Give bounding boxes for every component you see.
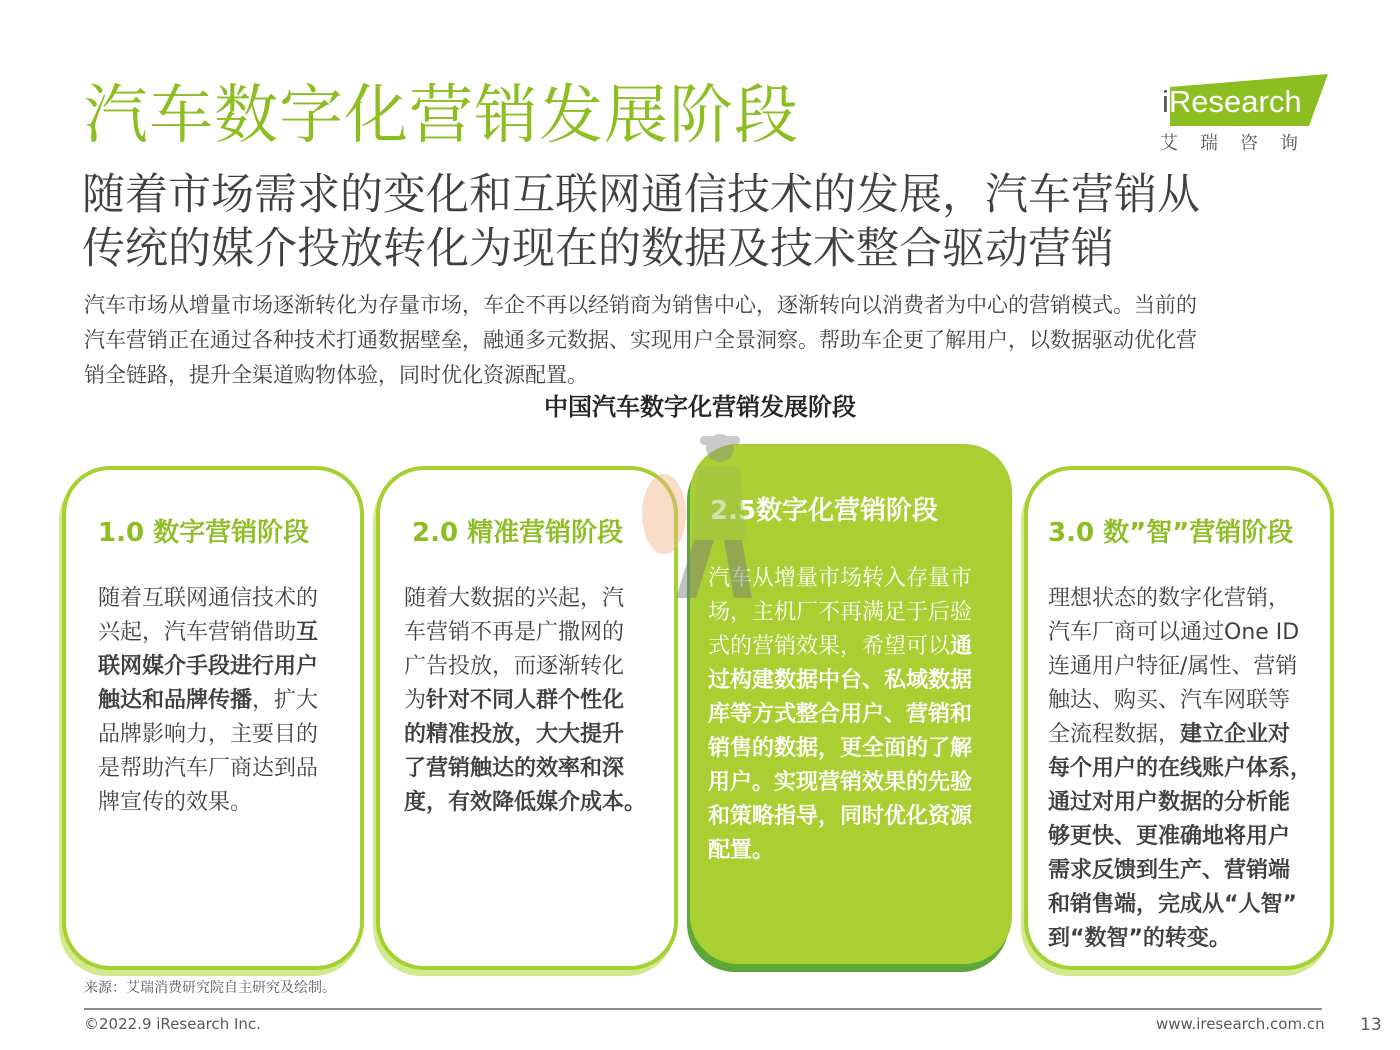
emphasis-text: 互 bbox=[296, 620, 319, 645]
body-text: 连通用户特征/属性、营销 bbox=[1048, 654, 1298, 679]
website-link[interactable]: www.iresearch.com.cn bbox=[1156, 1015, 1325, 1033]
figure-hat bbox=[700, 436, 740, 445]
emphasis-text: 度，有效降低媒介成本。 bbox=[404, 790, 647, 815]
stage-card-line bbox=[708, 630, 972, 664]
intro-line: 汽车市场从增量市场逐渐转化为存量市场，车企不再以经销商为销售中心，逐渐转向以消费者为中心的营销模式。当前的 bbox=[84, 293, 1197, 317]
emphasis-text: 的精准投放，大大提升 bbox=[404, 722, 625, 747]
stage-card-line bbox=[1048, 582, 1312, 616]
emphasis-text: 和销售端，完成从“人智” bbox=[1048, 892, 1297, 917]
page-subtitle bbox=[82, 168, 1322, 276]
body-text: 场，主机厂不再满足于后验 bbox=[708, 600, 973, 625]
stage-card-3 bbox=[1024, 466, 1334, 970]
emphasis-text: 用户。实现营销效果的先验 bbox=[708, 770, 973, 795]
stage-card-line bbox=[98, 582, 318, 616]
stage-card-line bbox=[98, 616, 318, 650]
footer-divider bbox=[84, 1008, 1322, 1010]
stage-card-line bbox=[404, 616, 646, 650]
stage-card-line bbox=[1048, 922, 1312, 956]
emphasis-text: 通过对用户数据的分析能 bbox=[1048, 790, 1291, 815]
stage-card-line bbox=[404, 718, 646, 752]
stage-card-line bbox=[98, 786, 318, 820]
stage-card-line bbox=[708, 800, 972, 834]
body-text: 广告投放，而逐渐转化 bbox=[404, 654, 625, 679]
emphasis-text: 配置。 bbox=[708, 838, 775, 863]
emphasis-text: 够更快、更准确地将用户 bbox=[1048, 824, 1291, 849]
stage-card-line bbox=[404, 786, 646, 820]
stage-card-line bbox=[404, 684, 646, 718]
emphasis-text: 触达和品牌传播 bbox=[98, 688, 253, 713]
body-text: 随着互联网通信技术的 bbox=[98, 586, 319, 611]
body-text: 式的营销效果，希望可以 bbox=[708, 634, 951, 659]
stage-card-line bbox=[1048, 820, 1312, 854]
iresearch-logo bbox=[1158, 74, 1330, 160]
section-title: 中国汽车数字化营销发展阶段 bbox=[544, 393, 856, 421]
logo-subtitle: 艾瑞咨询 bbox=[1160, 133, 1320, 154]
stage-card-line bbox=[1048, 888, 1312, 922]
body-text: 全流程数据， bbox=[1048, 722, 1181, 747]
emphasis-text: 需求反馈到生产、营销端 bbox=[1048, 858, 1291, 883]
emphasis-text: 过构建数据中台、私域数据 bbox=[708, 668, 973, 693]
stage-card-title: 1.0 数字营销阶段 bbox=[98, 518, 310, 548]
stage-card-line bbox=[98, 718, 318, 752]
stage-card-line bbox=[404, 582, 646, 616]
stage-card-line bbox=[404, 752, 646, 786]
figure-body bbox=[692, 466, 746, 540]
figure-leg bbox=[676, 540, 714, 598]
emphasis-text: 销售的数据，更全面的了解 bbox=[708, 736, 973, 761]
stage-card-line bbox=[98, 752, 318, 786]
stage-card-line bbox=[98, 650, 318, 684]
stage-card-line bbox=[1048, 752, 1312, 786]
stage-card-line bbox=[1048, 718, 1312, 752]
stage-card-1 bbox=[62, 466, 364, 970]
emphasis-text: 针对不同人群个性化 bbox=[426, 688, 625, 713]
stage-card-body bbox=[404, 582, 646, 820]
stage-card-line bbox=[404, 650, 646, 684]
body-text: 牌宣传的效果。 bbox=[98, 790, 253, 815]
subtitle-line: 传统的媒介投放转化为现在的数据及技术整合驱动营销 bbox=[82, 224, 1114, 274]
body-text: 为 bbox=[404, 688, 427, 713]
body-text: 触达、购买、汽车网联等 bbox=[1048, 688, 1291, 713]
logo-wordmark bbox=[1162, 82, 1302, 122]
stage-card-line bbox=[708, 698, 972, 732]
stage-card-2 bbox=[376, 466, 678, 970]
person-figure-icon bbox=[636, 422, 756, 622]
stage-card-line bbox=[708, 834, 972, 868]
stage-card-line bbox=[1048, 616, 1312, 650]
stage-card-title: 2.5数字化营销阶段 bbox=[710, 496, 939, 526]
body-text: 随着大数据的兴起，汽 bbox=[404, 586, 625, 611]
stage-card-line bbox=[1048, 684, 1312, 718]
body-text: 是帮助汽车厂商达到品 bbox=[98, 756, 319, 781]
stage-card-title: 3.0 数”智”营销阶段 bbox=[1048, 518, 1294, 548]
emphasis-text: 每个用户的在线账户体系， bbox=[1048, 756, 1313, 781]
stage-card-line bbox=[708, 766, 972, 800]
emphasis-text: 建立企业对 bbox=[1180, 722, 1291, 747]
body-text: 理想状态的数字化营销， bbox=[1048, 586, 1291, 611]
stage-card-line bbox=[1048, 786, 1312, 820]
logo-i: i bbox=[1162, 84, 1169, 119]
figure-leg bbox=[724, 540, 752, 598]
body-text: 汽车厂商可以通过One ID bbox=[1048, 620, 1300, 645]
stage-card-line bbox=[1048, 650, 1312, 684]
stage-card-line bbox=[1048, 854, 1312, 888]
emphasis-text: 联网媒介手段进行用户 bbox=[98, 654, 319, 679]
body-text: 品牌影响力，主要目的 bbox=[98, 722, 319, 747]
figure-back-shape bbox=[642, 474, 686, 554]
emphasis-text: 到“数智”的转变。 bbox=[1048, 926, 1231, 951]
copyright: ©2022.9 iResearch Inc. bbox=[84, 1015, 261, 1033]
body-text: 车营销不再是广撒网的 bbox=[404, 620, 625, 645]
emphasis-text: 库等方式整合用户、营销和 bbox=[708, 702, 973, 727]
source-note: 来源：艾瑞消费研究院自主研究及绘制。 bbox=[84, 980, 336, 996]
stage-card-body bbox=[1048, 582, 1312, 956]
body-text: 汽车从增量市场转入存量市 bbox=[708, 566, 973, 591]
intro-line: 销全链路，提升全渠道购物体验，同时优化资源配置。 bbox=[84, 363, 588, 387]
emphasis-text: 和策略指导，同时优化资源 bbox=[708, 804, 973, 829]
subtitle-line: 随着市场需求的变化和互联网通信技术的发展，汽车营销从 bbox=[82, 170, 1200, 220]
intro-line: 汽车营销正在通过各种技术打通数据壁垒，融通多元数据、实现用户全景洞察。帮助车企更了解用户，以数据驱动优化营 bbox=[84, 328, 1197, 352]
emphasis-text: 了营销触达的效率和深 bbox=[404, 756, 625, 781]
page-number: 13 bbox=[1360, 1015, 1382, 1035]
stage-card-line bbox=[708, 664, 972, 698]
body-text: ，扩大 bbox=[252, 688, 319, 713]
stage-card-line bbox=[708, 732, 972, 766]
logo-name: Research bbox=[1168, 84, 1302, 119]
intro-paragraph bbox=[84, 288, 1324, 393]
stage-card-line bbox=[98, 684, 318, 718]
emphasis-text: 通 bbox=[950, 634, 973, 659]
body-text: 兴起，汽车营销借助 bbox=[98, 620, 297, 645]
page-title: 汽车数字化营销发展阶段 bbox=[84, 79, 799, 153]
stage-card-body bbox=[98, 582, 318, 820]
stage-card-title: 2.0 精准营销阶段 bbox=[412, 518, 624, 548]
